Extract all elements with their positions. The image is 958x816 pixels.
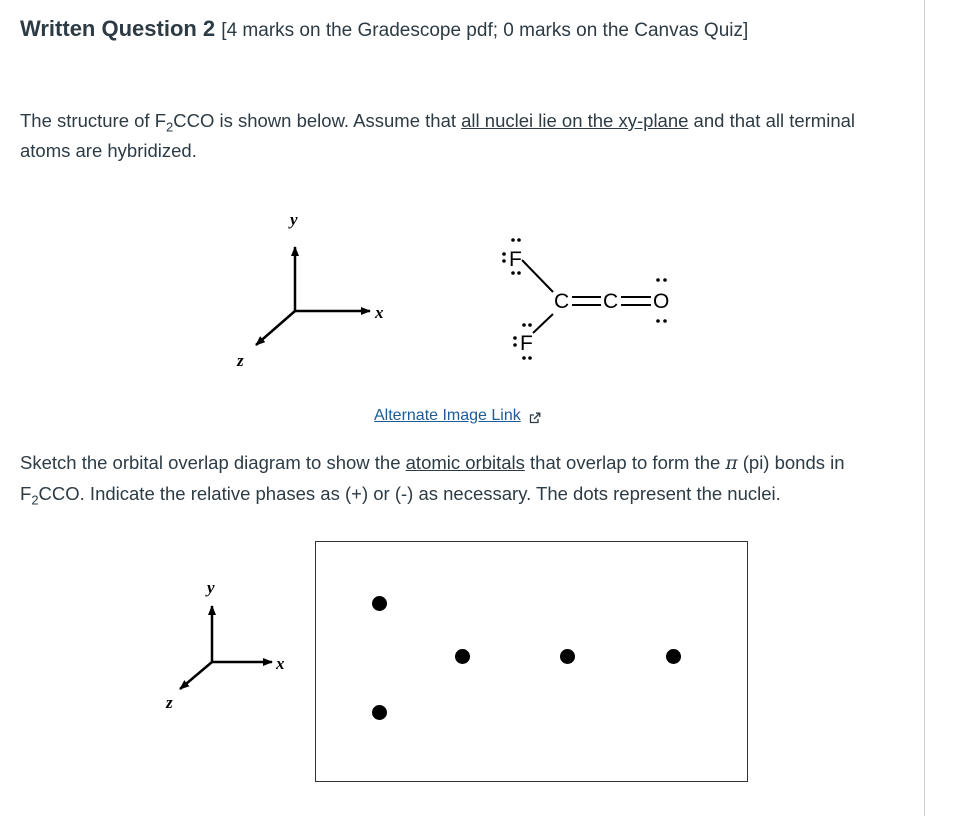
bottom-axis-x-label: x <box>276 654 285 673</box>
atom-c2: C <box>603 290 619 313</box>
alternate-image-link[interactable]: Alternate Image Link <box>374 407 521 424</box>
bond-f-top-c <box>522 260 553 292</box>
instruction-subscript: 2 <box>31 492 39 508</box>
bottom-axes-diagram <box>160 578 310 718</box>
intro-text-middle: CCO is shown below. Assume that <box>173 110 462 131</box>
pi-symbol: π <box>725 453 738 474</box>
bottom-axis-z-label: z <box>166 693 173 712</box>
nucleus-c1 <box>455 649 470 664</box>
lewis-structure <box>490 230 690 380</box>
intro-text-start: The structure of F <box>20 110 166 131</box>
instruction-text-middle: that overlap to form the <box>524 452 726 473</box>
nucleus-f-top <box>372 596 387 611</box>
top-axes-diagram <box>230 205 400 370</box>
instruction-underlined-text: atomic orbitals <box>405 452 525 473</box>
bottom-axis-y-label: y <box>207 578 215 597</box>
atom-c1: C <box>554 290 570 313</box>
atom-f-top: F <box>509 248 522 271</box>
double-bond-c-c <box>572 297 601 305</box>
intro-underlined-text: all nuclei lie on the xy-plane <box>461 110 689 131</box>
instruction-text-start: Sketch the orbital overlap diagram to show the <box>20 452 406 473</box>
external-link-icon <box>529 412 541 424</box>
intro-text-end: and that all terminal atoms are hybridized. <box>20 110 856 161</box>
instruction-text-end: CCO. Indicate the relative phases as (+) or (-) as necessary. The dots represent the nuclei. <box>38 483 781 504</box>
content-right-border <box>924 0 925 816</box>
question-title-bold: Written Question 2 <box>20 16 216 41</box>
top-axis-z-label: z <box>237 351 244 370</box>
structure-description <box>20 106 900 166</box>
double-bond-c-o <box>621 297 651 305</box>
top-axis-x-label: x <box>375 303 384 322</box>
atom-o: O <box>653 290 670 313</box>
bottom-axis-z <box>180 662 212 689</box>
nucleus-c2 <box>560 649 575 664</box>
top-axis-z <box>256 311 295 345</box>
nucleus-f-bottom <box>372 705 387 720</box>
question-marks-note: [4 marks on the Gradescope pdf; 0 marks on the Canvas Quiz] <box>221 20 749 41</box>
atom-f-bottom: F <box>520 332 533 355</box>
sketch-instruction <box>20 448 910 509</box>
sketch-box[interactable] <box>315 541 748 782</box>
question-title <box>20 16 748 42</box>
intro-subscript: 2 <box>166 119 174 135</box>
top-axis-y-label: y <box>290 210 298 229</box>
nucleus-o <box>666 649 681 664</box>
instruction-text-after: (pi) bonds in F <box>20 452 845 504</box>
bond-f-bottom-c <box>533 314 553 333</box>
